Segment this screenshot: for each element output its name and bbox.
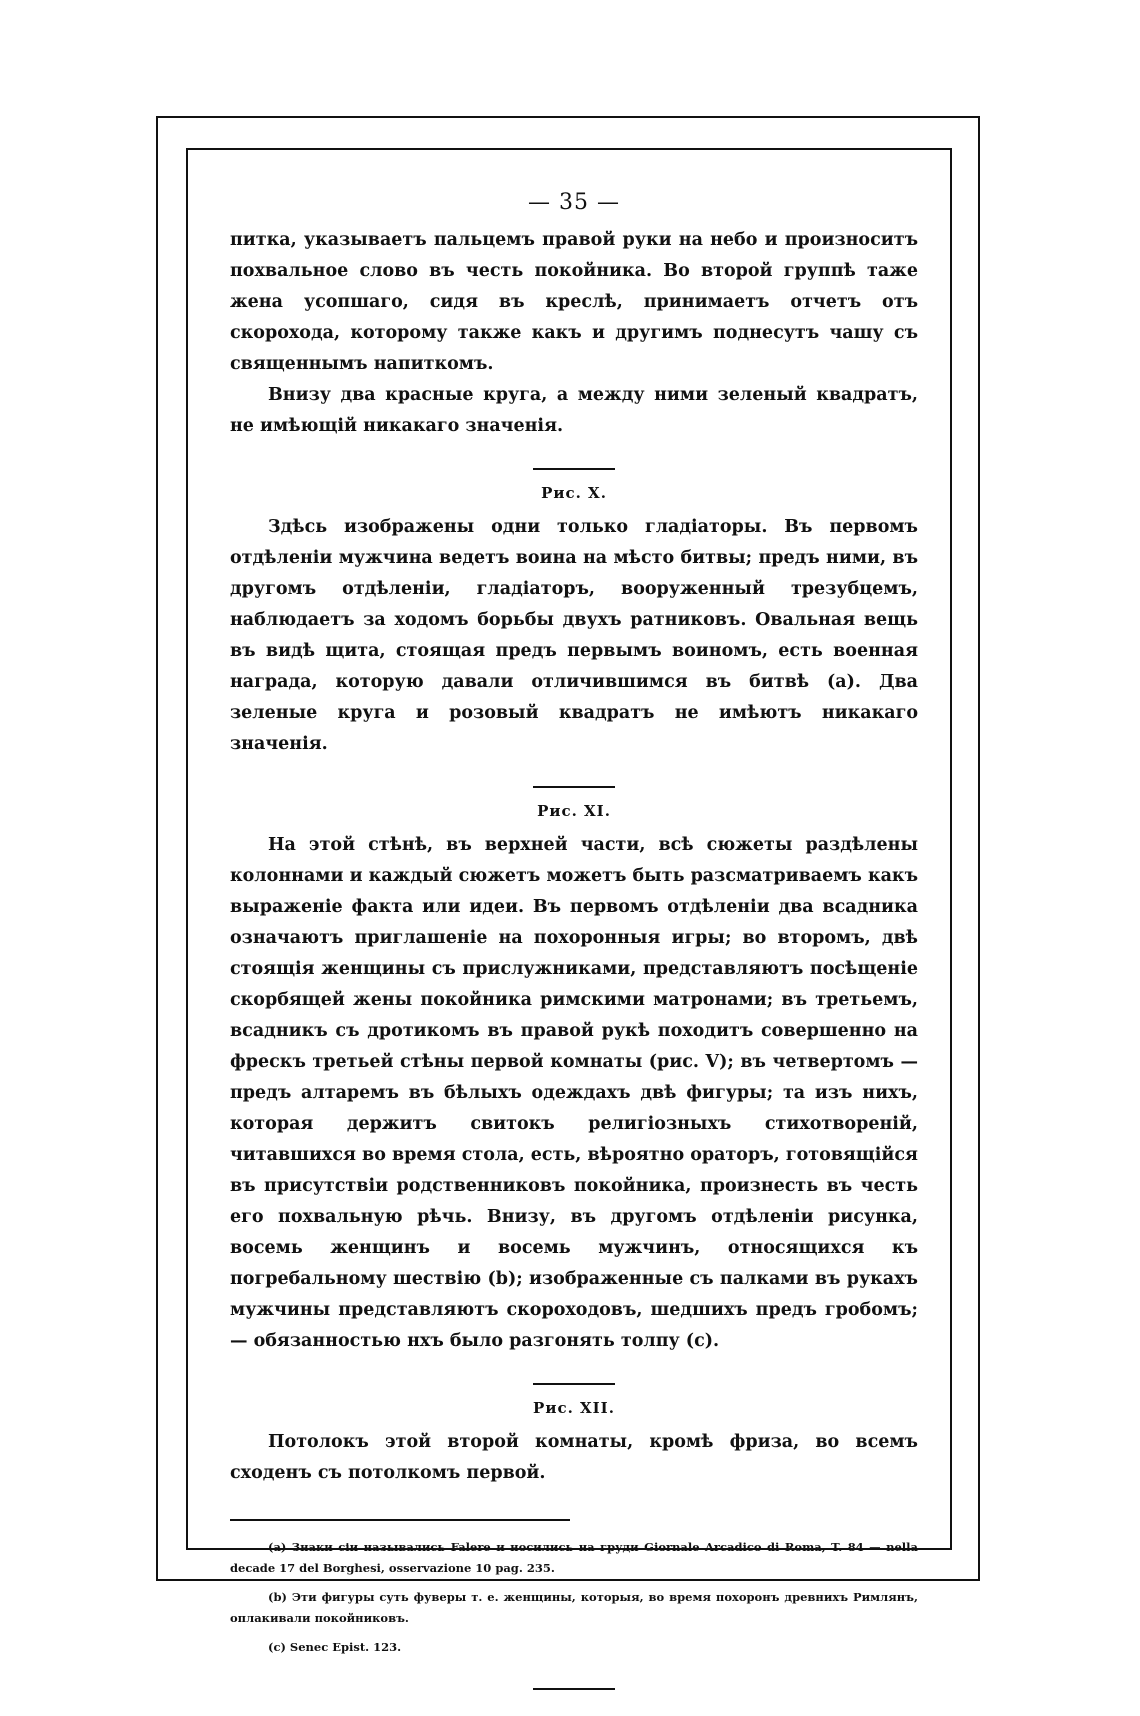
page-content (230, 190, 918, 1690)
section-divider (533, 786, 615, 788)
section-divider (533, 1383, 615, 1385)
figure-heading-x: Рис. X. (541, 484, 607, 502)
end-divider (533, 1688, 615, 1690)
section-divider (533, 468, 615, 470)
paragraph-below-circles: Внизу два красные круга, а между ними зеленый квадратъ, не имѣющій никакаго значенія. (230, 385, 918, 436)
footnote-a: (a) Знаки сіи назывались Falere и носились на груди Giornale Arcadico di Roma, T. 84 — nella decade 17 del Borghesi, osservazione 10 pag. 235. (230, 1540, 918, 1575)
paragraph-continuation: питка, указываетъ пальцемъ правой руки на небо и произноситъ похвальное слово въ честь покойника. Во второй группѣ таже жена усопшаго, сидя въ креслѣ, принимаетъ отчетъ отъ скорохода, которому также какъ и другимъ поднесутъ чашу съ священнымъ напиткомъ. (230, 230, 918, 374)
paragraph-fig-x: Здѣсь изображены одни только гладіаторы. Въ первомъ отдѣленіи мужчина ведетъ воина на мѣсто битвы; предъ ними, въ другомъ отдѣленіи, гладіаторъ, вооруженный трезубцемъ, наблюдаетъ за ходомъ борьбы двухъ ратниковъ. Овальная вещь въ видѣ щита, стоящая предъ первымъ воиномъ, есть военная награда, которую давали отличившимся въ битвѣ (a). Два зеленые круга и розовый квадратъ не имѣютъ никакаго значенія. (230, 517, 918, 754)
figure-heading-xi: Рис. XI. (537, 802, 611, 820)
footnote-b: (b) Эти фигуры суть фуверы т. е. женщины, которыя, во время похоронъ древнихъ Римлянъ, оплакивали покойниковъ. (230, 1590, 918, 1625)
footnote-c: (c) Senec Epist. 123. (268, 1640, 402, 1654)
paragraph-fig-xi: На этой стѣнѣ, въ верхней части, всѣ сюжеты раздѣлены колоннами и каждый сюжетъ можетъ быть разсматриваемъ какъ выраженіе факта или идеи. Въ первомъ отдѣленіи два всадника означаютъ приглашеніе на похоронныя игры; во второмъ, двѣ стоящія женщины съ прислужниками, представляютъ посѣщеніе скорбящей жены покойника римскими матронами; въ третьемъ, всадникъ съ дротикомъ въ правой рукѣ походитъ совершенно на фрескъ третьей стѣны первой комнаты (рис. V); въ четвертомъ — предъ алтаремъ въ бѣлыхъ одеждахъ двѣ фигуры; та изъ нихъ, которая держитъ свитокъ религіозныхъ стихотвореній, читавшихся во время стола, есть, вѣроятно ораторъ, готовящійся въ присутствіи родственниковъ покойника, произнесть въ честь его похвальную рѣчь. Внизу, въ другомъ отдѣленіи рисунка, восемь женщинъ и восемь мужчинъ, относящихся къ погребальному шествію (b); изображенные съ палками въ рукахъ мужчины представляютъ скороходовъ, шедшихъ предъ гробомъ; — обязанностью нхъ было разгонять толпу (c). (230, 835, 918, 1351)
paragraph-fig-xii: Потолокъ этой второй комнаты, кромѣ фриза, во всемъ сходенъ съ потолкомъ первой. (230, 1432, 918, 1483)
page-number: — 35 — (528, 190, 620, 215)
figure-heading-xii: Рис. XII. (533, 1399, 615, 1417)
footnote-divider (230, 1519, 570, 1521)
